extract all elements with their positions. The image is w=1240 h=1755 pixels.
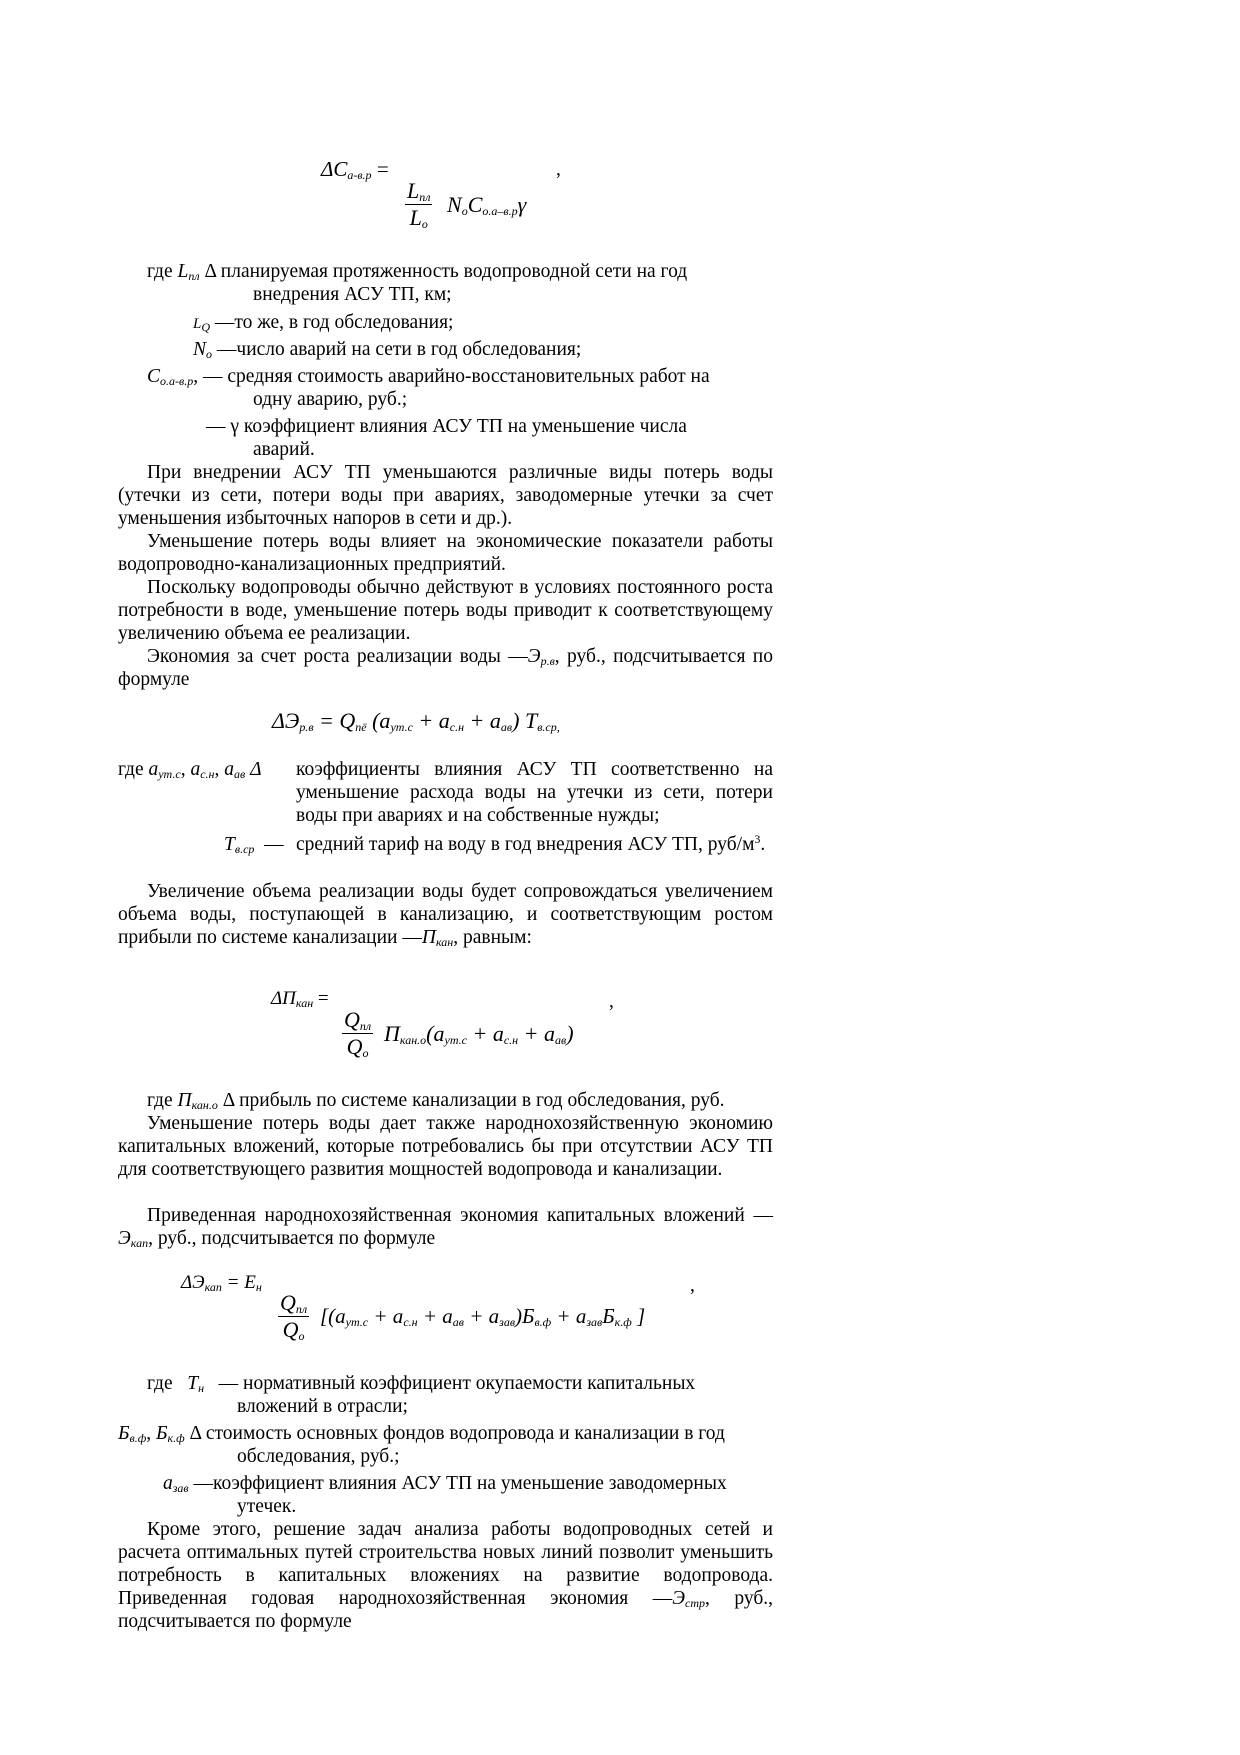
definition-lpl-cont: внедрения АСУ ТП, км; bbox=[253, 284, 452, 305]
formula-4-comma: , bbox=[690, 1275, 695, 1296]
definition-azav: $a_{зав}$ —коэффициент влияния АСУ ТП на уменьшение заводомерных bbox=[163, 1473, 727, 1495]
paragraph-water-demand: Поскольку водопроводы обычно действуют в условиях постоянного роста потребности в воде, уменьшение потерь воды приводит к соответствующему увеличению объема ее реализации. bbox=[118, 577, 773, 644]
definition-gamma: — γ коэффициент влияния АСУ ТП на уменьшение числа bbox=[206, 416, 687, 437]
formula-3-fraction: $Q_{пл}$ $Q_o$ bbox=[344, 1007, 372, 1060]
paragraph-water-losses: При внедрении АСУ ТП уменьшаются различные виды потерь воды (утечки из сети, потери воды при авариях, заводомерные утечки за счет уменьшения избыточных напоров в сети и др.). bbox=[118, 462, 773, 529]
formula-3-comma: , bbox=[609, 991, 614, 1012]
definition-coa-cont: одну аварию, руб.; bbox=[253, 389, 408, 410]
definition-bvf: $Б_{в.ф}$, $Б_{к.ф}$ Δ стоимость основных фондов водопровода и канализации в год bbox=[118, 1423, 725, 1445]
definition-tariff-var: $Т_{в.ср}$ — bbox=[224, 834, 284, 856]
paragraph-capital-formula: Приведенная народнохозяйственная экономия капитальных вложений $—Э_{кап}$, руб., подсчитывается по формуле bbox=[118, 1205, 773, 1250]
definition-coa: $C_{о.а-в.р}$, — средняя стоимость аварийно-восстановительных работ на bbox=[147, 366, 710, 388]
definition-coefficients-text: коэффициенты влияния АСУ ТП соответственно на уменьшение расхода воды на утечки из сети, потери воды при авариях и на собственные нужды; bbox=[296, 759, 773, 826]
definition-azav-cont: утечек. bbox=[237, 1496, 297, 1517]
formula-4-rhs: [$(a_{ут.с} + a_{с.н} + a_{ав} + a_{зав})Б_{в.ф} + a_{зав}Б_{к.ф}$ ] bbox=[320, 1304, 646, 1329]
paragraph-capital-savings: Уменьшение потерь воды дает также народнохозяйственную экономию капитальных вложений, которые потребовались бы при отсутствии АСУ ТП для соответствующего развития мощностей водопровода и канализации. bbox=[118, 1113, 773, 1180]
document-page bbox=[118, 0, 773, 1755]
definition-lq: $L_Q$ —то же, в год обследования; bbox=[193, 312, 454, 334]
formula-3-lhs: $\Delta П_{кан}$ = bbox=[271, 988, 329, 1010]
formula-2: $\Delta Э_{р.в} = Q_{пё}$ $(a_{ут.с} + a_{с.н} + a_{ав})$ $T_{в.ср,}$ bbox=[272, 708, 560, 734]
formula-1-fraction: $L_{пл}$ $L_o$ bbox=[407, 178, 431, 231]
formula-3-rhs: $П_{кан.o}(a_{ут.с} + a_{с.н} + a_{ав})$ bbox=[384, 1021, 574, 1047]
definition-tariff-text: средний тариф на воду в год внедрения АСУ ТП, руб/$м^3$. bbox=[296, 832, 766, 855]
definition-gamma-cont: аварий. bbox=[253, 439, 315, 460]
definition-tn-cont: вложений в отрасли; bbox=[237, 1396, 408, 1417]
definition-bvf-cont: обследования, руб.; bbox=[237, 1446, 400, 1467]
definition-tn: где $Т_н$ — нормативный коэффициент окупаемости капитальных bbox=[147, 1373, 696, 1395]
formula-1-lhs: $\Delta C_{а-в.р}$ = bbox=[321, 157, 389, 182]
definition-coefficients-vars: где $a_{ут.с}$, $a_{с.н}$, $a_{ав}$ Δ bbox=[118, 759, 262, 781]
formula-1-rhs: $N_oC_{o.a-в.р}\gamma$ bbox=[447, 192, 527, 218]
paragraph-economy-realization: Экономия за счет роста реализации воды $—Э_{р.в}$, руб., подсчитывается по формуле bbox=[118, 646, 773, 690]
formula-4-lhs: $\Delta Э_{кап} = E_н$ bbox=[181, 1272, 262, 1294]
paragraph-construction: Кроме этого, решение задач анализа работы водопроводных сетей и расчета оптимальных путей строительства новых линий позволит уменьшить потребность в капитальных вложениях на развитие водопровода. Приведенная годовая народнохозяйственная экономия $—Э_{стр}$, руб., подсчитывается по формуле bbox=[118, 1519, 773, 1632]
formula-4-fraction: $Q_{пл}$ $Q_o$ bbox=[280, 1290, 308, 1343]
paragraph-sewage-profit: Увеличение объема реализации воды будет сопровождаться увеличением объема воды, поступающей в канализацию, и соответствующим ростом прибыли по системе канализации $—П_{кан}$, равным: bbox=[118, 881, 773, 949]
definition-no: $N_o$ —число аварий на сети в год обследования; bbox=[193, 339, 582, 361]
definition-lpl: где $L_{пл}$ Δ планируемая протяженность водопроводной сети на год bbox=[147, 261, 688, 283]
definition-pkan: где $П_{кан.о}$ Δ прибыль по системе канализации в год обследования, руб. bbox=[147, 1090, 725, 1112]
formula-1-comma: , bbox=[556, 159, 561, 180]
paragraph-economic-indicators: Уменьшение потерь воды влияет на экономические показатели работы водопроводно-канализационных предприятий. bbox=[118, 531, 773, 575]
